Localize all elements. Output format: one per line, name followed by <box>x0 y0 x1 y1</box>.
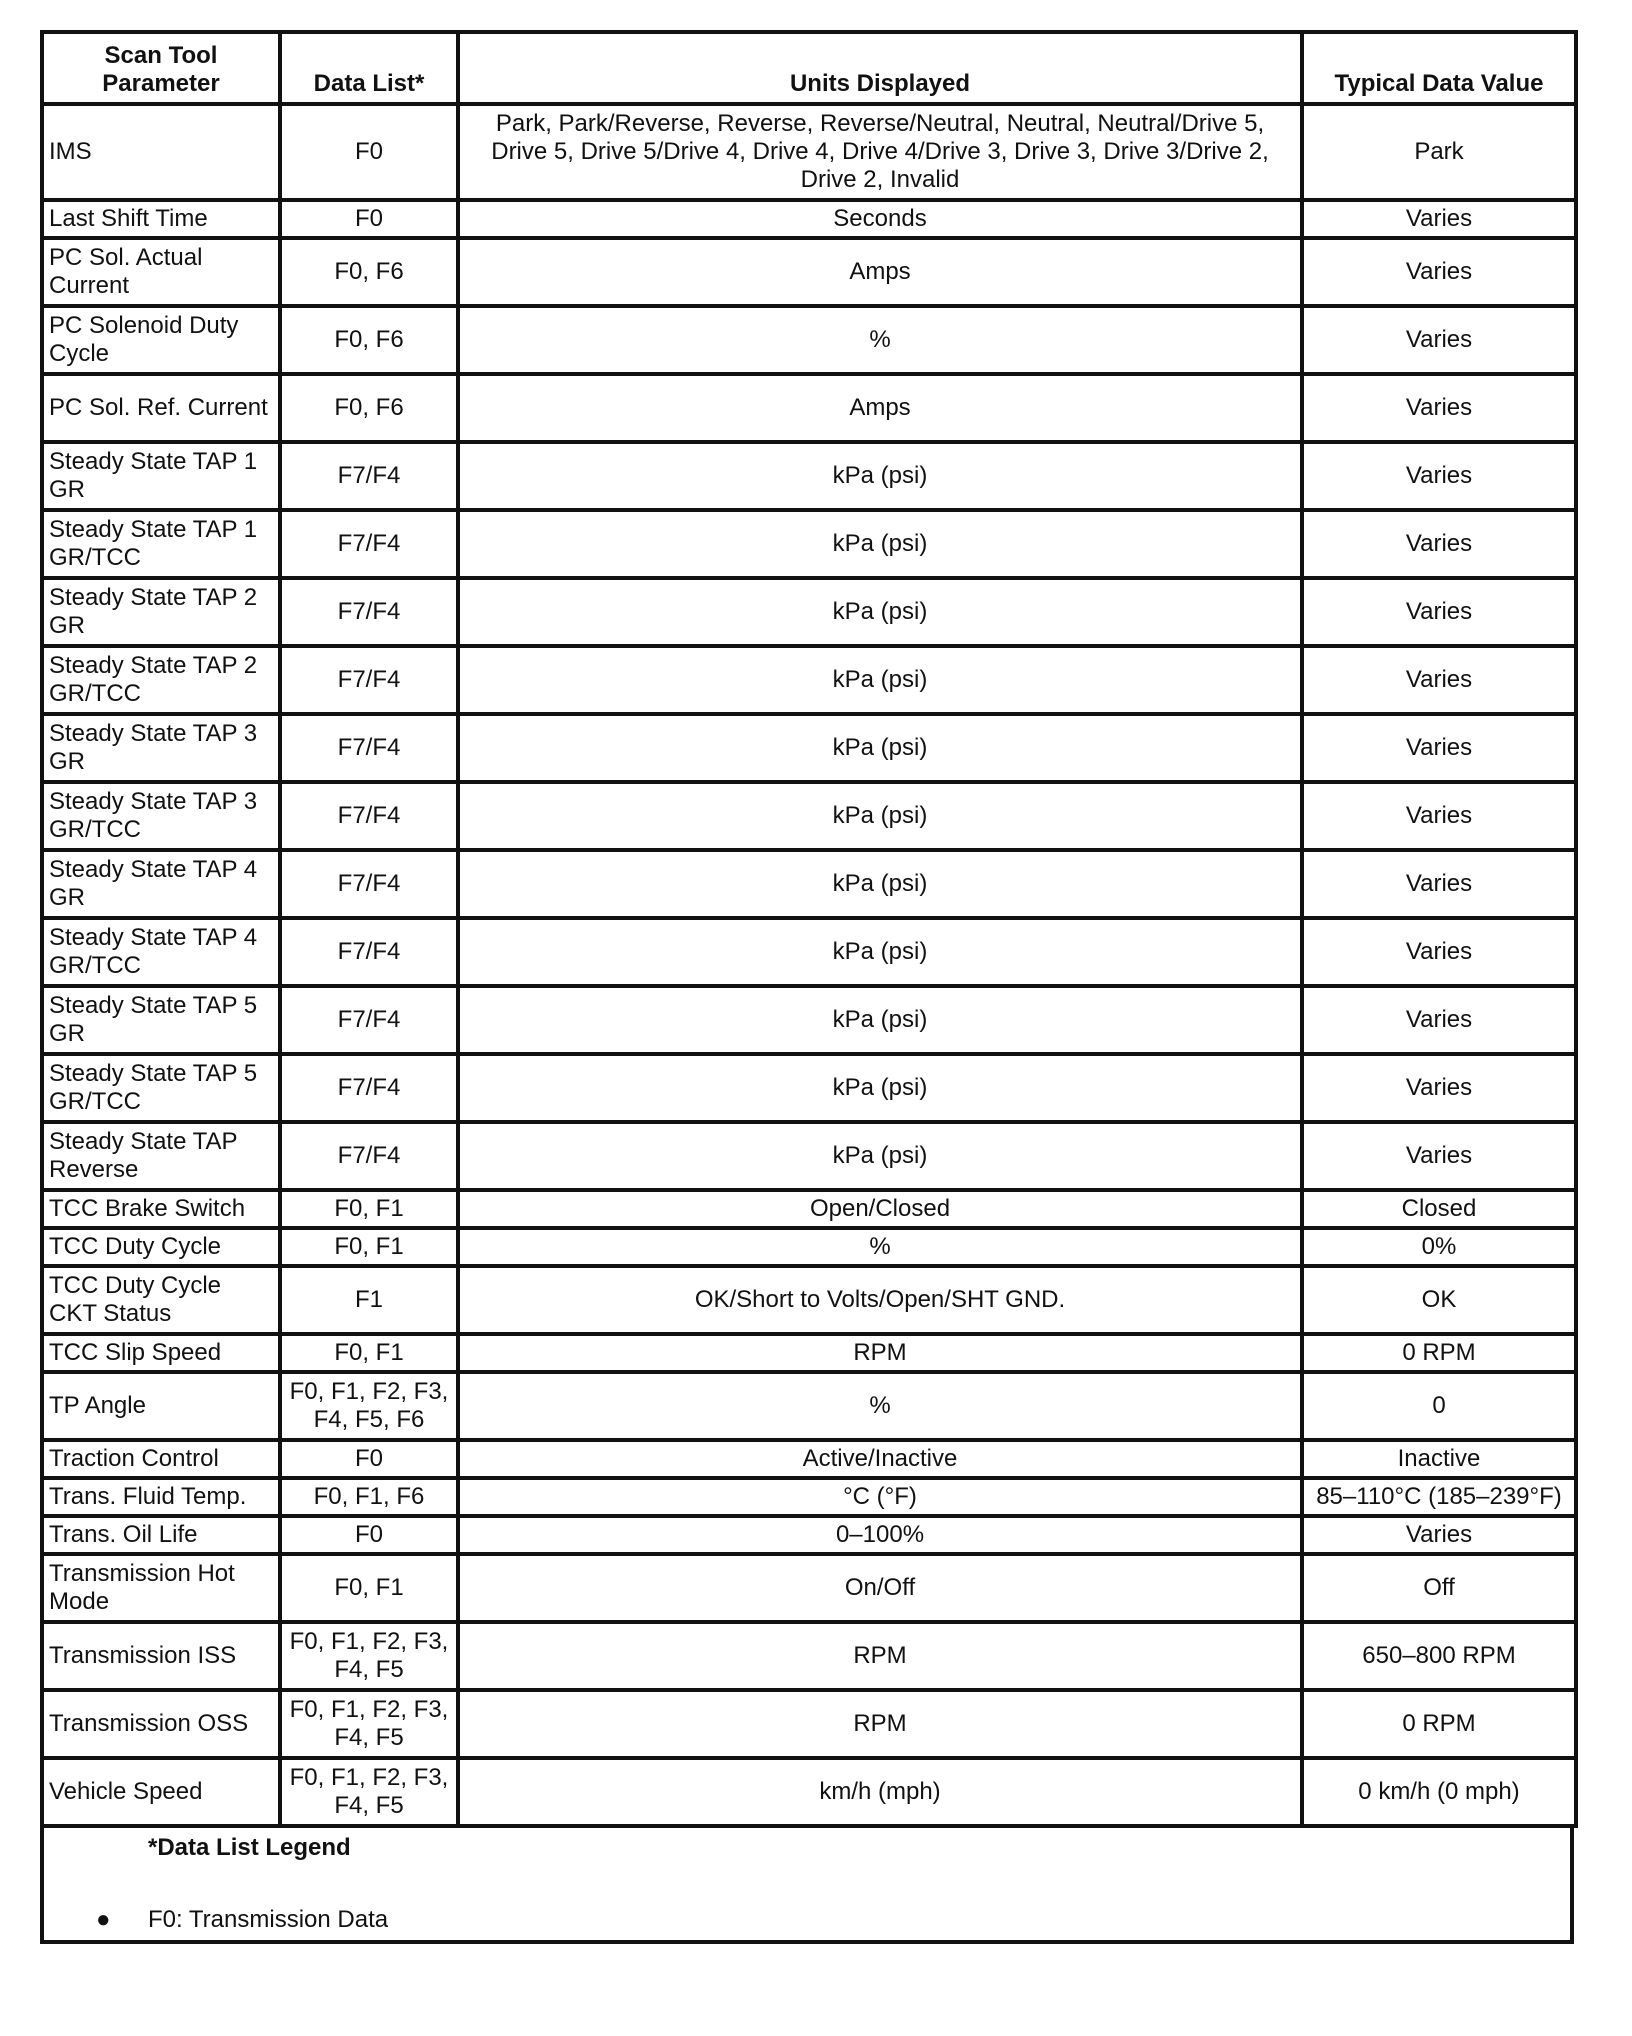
data-list-cell: F0, F6 <box>280 374 458 442</box>
typical-value-cell: Off <box>1302 1554 1576 1622</box>
data-list-cell: F0, F1 <box>280 1554 458 1622</box>
units-cell: kPa (psi) <box>458 782 1302 850</box>
units-cell: Open/Closed <box>458 1190 1302 1228</box>
legend-item: F0: Transmission Data <box>148 1906 389 1933</box>
units-cell: Active/Inactive <box>458 1440 1302 1478</box>
data-list-cell: F0, F6 <box>280 306 458 374</box>
parameter-cell: TCC Duty Cycle <box>42 1228 280 1266</box>
typical-value-cell: Varies <box>1302 714 1576 782</box>
typical-value-cell: Varies <box>1302 578 1576 646</box>
parameter-cell: TP Angle <box>42 1372 280 1440</box>
data-list-cell: F7/F4 <box>280 578 458 646</box>
data-list-cell: F7/F4 <box>280 442 458 510</box>
typical-value-cell: Varies <box>1302 238 1576 306</box>
data-list-cell: F0, F1 <box>280 1334 458 1372</box>
units-cell: kPa (psi) <box>458 1122 1302 1190</box>
data-list-legend <box>40 1828 1574 1944</box>
table-row <box>42 306 1576 374</box>
data-list-cell: F7/F4 <box>280 918 458 986</box>
units-cell: OK/Short to Volts/Open/SHT GND. <box>458 1266 1302 1334</box>
table-row <box>42 1440 1576 1478</box>
table-row <box>42 1054 1576 1122</box>
typical-value-cell: 0 <box>1302 1372 1576 1440</box>
typical-value-cell: Varies <box>1302 850 1576 918</box>
legend-title: *Data List Legend <box>148 1834 351 1861</box>
parameter-cell: TCC Duty Cycle CKT Status <box>42 1266 280 1334</box>
table-row <box>42 1190 1576 1228</box>
units-cell: On/Off <box>458 1554 1302 1622</box>
parameter-cell: Last Shift Time <box>42 200 280 238</box>
typical-value-cell: Park <box>1302 104 1576 200</box>
units-cell: kPa (psi) <box>458 510 1302 578</box>
typical-value-cell: Varies <box>1302 374 1576 442</box>
typical-value-cell: Closed <box>1302 1190 1576 1228</box>
data-list-cell: F7/F4 <box>280 986 458 1054</box>
units-cell: Amps <box>458 374 1302 442</box>
data-list-cell: F0 <box>280 104 458 200</box>
parameter-cell: Steady State TAP 3 GR/TCC <box>42 782 280 850</box>
units-cell: 0–100% <box>458 1516 1302 1554</box>
typical-value-cell: Varies <box>1302 442 1576 510</box>
typical-value-cell: Inactive <box>1302 1440 1576 1478</box>
table-row <box>42 1690 1576 1758</box>
table-row <box>42 1758 1576 1826</box>
typical-value-cell: Varies <box>1302 782 1576 850</box>
units-cell: Amps <box>458 238 1302 306</box>
table-row <box>42 714 1576 782</box>
typical-value-cell: 0 km/h (0 mph) <box>1302 1758 1576 1826</box>
data-list-cell: F7/F4 <box>280 510 458 578</box>
units-cell: % <box>458 1228 1302 1266</box>
table-row <box>42 918 1576 986</box>
typical-value-cell: 0% <box>1302 1228 1576 1266</box>
data-list-cell: F7/F4 <box>280 782 458 850</box>
typical-value-cell: OK <box>1302 1266 1576 1334</box>
table-row <box>42 646 1576 714</box>
parameter-cell: PC Sol. Ref. Current <box>42 374 280 442</box>
data-list-cell: F0, F1, F2, F3, F4, F5 <box>280 1690 458 1758</box>
table-row <box>42 200 1576 238</box>
header-data-list: Data List* <box>280 32 458 104</box>
typical-value-cell: Varies <box>1302 306 1576 374</box>
units-cell: kPa (psi) <box>458 918 1302 986</box>
units-cell: km/h (mph) <box>458 1758 1302 1826</box>
table-row <box>42 782 1576 850</box>
table-row <box>42 578 1576 646</box>
units-cell: RPM <box>458 1690 1302 1758</box>
parameter-cell: Steady State TAP 2 GR <box>42 578 280 646</box>
parameter-cell: Trans. Oil Life <box>42 1516 280 1554</box>
data-list-cell: F7/F4 <box>280 646 458 714</box>
units-cell: kPa (psi) <box>458 850 1302 918</box>
table-row <box>42 1334 1576 1372</box>
parameter-cell: Transmission Hot Mode <box>42 1554 280 1622</box>
data-list-cell: F0, F1, F6 <box>280 1478 458 1516</box>
typical-value-cell: 650–800 RPM <box>1302 1622 1576 1690</box>
data-list-cell: F7/F4 <box>280 1054 458 1122</box>
parameter-cell: Steady State TAP 4 GR/TCC <box>42 918 280 986</box>
units-cell: Seconds <box>458 200 1302 238</box>
units-cell: kPa (psi) <box>458 646 1302 714</box>
data-list-cell: F0, F1 <box>280 1228 458 1266</box>
parameter-cell: Steady State TAP 4 GR <box>42 850 280 918</box>
table-row <box>42 1122 1576 1190</box>
parameter-cell: TCC Slip Speed <box>42 1334 280 1372</box>
units-cell: kPa (psi) <box>458 578 1302 646</box>
data-list-cell: F0, F1, F2, F3, F4, F5, F6 <box>280 1372 458 1440</box>
units-cell: kPa (psi) <box>458 442 1302 510</box>
table-row <box>42 1554 1576 1622</box>
typical-value-cell: Varies <box>1302 200 1576 238</box>
typical-value-cell: Varies <box>1302 1122 1576 1190</box>
units-cell: kPa (psi) <box>458 714 1302 782</box>
parameter-cell: IMS <box>42 104 280 200</box>
table-row <box>42 510 1576 578</box>
parameter-cell: Steady State TAP Reverse <box>42 1122 280 1190</box>
table-row <box>42 1478 1576 1516</box>
table-row <box>42 1228 1576 1266</box>
units-cell: RPM <box>458 1334 1302 1372</box>
data-list-cell: F0, F6 <box>280 238 458 306</box>
parameter-cell: Steady State TAP 5 GR/TCC <box>42 1054 280 1122</box>
parameter-cell: Steady State TAP 1 GR <box>42 442 280 510</box>
typical-value-cell: Varies <box>1302 646 1576 714</box>
parameter-cell: Transmission ISS <box>42 1622 280 1690</box>
units-cell: RPM <box>458 1622 1302 1690</box>
document-page <box>40 30 1574 1944</box>
parameter-cell: TCC Brake Switch <box>42 1190 280 1228</box>
units-cell: kPa (psi) <box>458 986 1302 1054</box>
table-header-row <box>42 32 1576 104</box>
parameter-cell: Steady State TAP 1 GR/TCC <box>42 510 280 578</box>
parameter-cell: PC Sol. Actual Current <box>42 238 280 306</box>
table-row <box>42 1516 1576 1554</box>
units-cell: °C (°F) <box>458 1478 1302 1516</box>
parameter-cell: Traction Control <box>42 1440 280 1478</box>
parameter-cell: Transmission OSS <box>42 1690 280 1758</box>
data-list-cell: F1 <box>280 1266 458 1334</box>
table-row <box>42 850 1576 918</box>
data-list-cell: F7/F4 <box>280 714 458 782</box>
table-row <box>42 374 1576 442</box>
data-list-cell: F0, F1, F2, F3, F4, F5 <box>280 1622 458 1690</box>
parameter-cell: Steady State TAP 5 GR <box>42 986 280 1054</box>
typical-value-cell: Varies <box>1302 1054 1576 1122</box>
data-list-cell: F0 <box>280 1516 458 1554</box>
typical-value-cell: Varies <box>1302 918 1576 986</box>
typical-value-cell: 0 RPM <box>1302 1690 1576 1758</box>
table-row <box>42 104 1576 200</box>
typical-value-cell: Varies <box>1302 510 1576 578</box>
units-cell: % <box>458 306 1302 374</box>
units-cell: Park, Park/Reverse, Reverse, Reverse/Neutral, Neutral, Neutral/Drive 5, Drive 5, Drive 5/Drive 4, Drive 4, Drive 4/Drive 3, Drive 3, Drive 3/Drive 2, Drive 2, Invalid <box>458 104 1302 200</box>
typical-value-cell: 85–110°C (185–239°F) <box>1302 1478 1576 1516</box>
header-scan-tool-parameter: Scan Tool Parameter <box>42 32 280 104</box>
header-typical-data-value: Typical Data Value <box>1302 32 1576 104</box>
data-list-cell: F0 <box>280 200 458 238</box>
data-list-cell: F0, F1, F2, F3, F4, F5 <box>280 1758 458 1826</box>
typical-value-cell: Varies <box>1302 1516 1576 1554</box>
table-row <box>42 1266 1576 1334</box>
data-list-cell: F7/F4 <box>280 1122 458 1190</box>
table-row <box>42 986 1576 1054</box>
parameter-cell: PC Solenoid Duty Cycle <box>42 306 280 374</box>
table-row <box>42 1622 1576 1690</box>
table-row <box>42 1372 1576 1440</box>
units-cell: kPa (psi) <box>458 1054 1302 1122</box>
parameter-cell: Vehicle Speed <box>42 1758 280 1826</box>
table-row <box>42 442 1576 510</box>
table-row <box>42 238 1576 306</box>
parameter-cell: Steady State TAP 2 GR/TCC <box>42 646 280 714</box>
parameter-cell: Trans. Fluid Temp. <box>42 1478 280 1516</box>
scan-tool-data-table <box>40 30 1578 1828</box>
data-list-cell: F7/F4 <box>280 850 458 918</box>
bullet-icon: ● <box>96 1906 111 1933</box>
units-cell: % <box>458 1372 1302 1440</box>
data-list-cell: F0, F1 <box>280 1190 458 1228</box>
typical-value-cell: 0 RPM <box>1302 1334 1576 1372</box>
typical-value-cell: Varies <box>1302 986 1576 1054</box>
header-units-displayed: Units Displayed <box>458 32 1302 104</box>
data-list-cell: F0 <box>280 1440 458 1478</box>
parameter-cell: Steady State TAP 3 GR <box>42 714 280 782</box>
